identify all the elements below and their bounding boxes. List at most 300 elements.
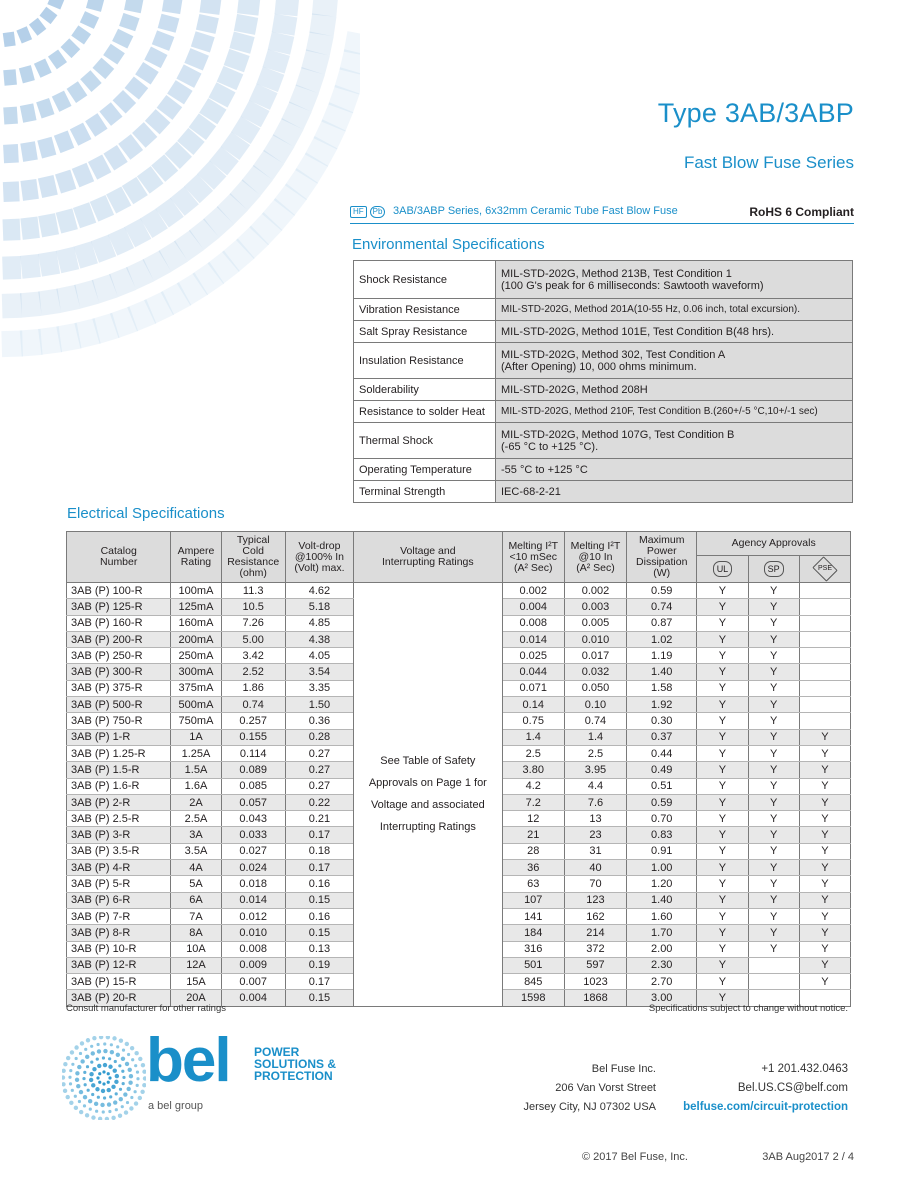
env-label: Vibration Resistance [354, 299, 496, 321]
cell-vd: 0.22 [285, 794, 353, 810]
cell-amp: 10A [171, 941, 221, 957]
cell-a2: Y [748, 664, 799, 680]
cell-m2: 162 [564, 908, 626, 924]
cell-m1: 12 [502, 811, 564, 827]
cell-a2: Y [748, 762, 799, 778]
env-row [354, 423, 853, 459]
environmental-table [353, 260, 853, 503]
cell-cat: 3AB (P) 300-R [67, 664, 171, 680]
cell-vd: 0.17 [285, 974, 353, 990]
cell-m2: 23 [564, 827, 626, 843]
cell-amp: 375mA [171, 680, 221, 696]
cell-a1: Y [697, 843, 748, 859]
cell-a2: Y [748, 778, 799, 794]
cell-m2: 597 [564, 957, 626, 973]
cell-vd: 1.50 [285, 697, 353, 713]
logo-group: a bel group [148, 1100, 204, 1112]
cell-a1: Y [697, 729, 748, 745]
cell-vd: 0.15 [285, 990, 353, 1006]
cell-a1: Y [697, 811, 748, 827]
env-row [354, 481, 853, 503]
cell-amp: 3.5A [171, 843, 221, 859]
cell-res: 0.257 [221, 713, 285, 729]
cell-a1: Y [697, 713, 748, 729]
cell-cat: 3AB (P) 3-R [67, 827, 171, 843]
cell-a1: Y [697, 745, 748, 761]
cell-res: 3.42 [221, 648, 285, 664]
page-subtitle: Fast Blow Fuse Series [683, 153, 854, 172]
cell-res: 0.012 [221, 908, 285, 924]
logo-tagline: POWER SOLUTIONS & PROTECTION [254, 1045, 337, 1083]
cell-m1: 3.80 [502, 762, 564, 778]
cell-vd: 0.17 [285, 860, 353, 876]
cell-a2: Y [748, 892, 799, 908]
cell-m1: 501 [502, 957, 564, 973]
cell-cat: 3AB (P) 4-R [67, 860, 171, 876]
cell-amp: 250mA [171, 648, 221, 664]
cell-pw: 1.02 [627, 631, 697, 647]
cell-amp: 3A [171, 827, 221, 843]
cell-a2: Y [748, 794, 799, 810]
cell-a3: Y [799, 745, 850, 761]
env-row [354, 343, 853, 379]
cell-pw: 0.91 [627, 843, 697, 859]
company-address: Bel Fuse Inc. 206 Van Vorst Street Jersey City, NJ 07302 USA [523, 1063, 656, 1113]
cell-res: 0.027 [221, 843, 285, 859]
cell-a2: Y [748, 811, 799, 827]
cell-a3: Y [799, 941, 850, 957]
pse-icon: PSE [812, 556, 837, 581]
env-label: Resistance to solder Heat [354, 401, 496, 423]
env-row [354, 379, 853, 401]
cell-pw: 1.58 [627, 680, 697, 696]
col-cold-resistance: Typical Cold Resistance (ohm) [221, 532, 285, 583]
col-melting-10ms: Melting I²T <10 mSec (A² Sec) [502, 532, 564, 583]
cell-m1: 0.75 [502, 713, 564, 729]
page-number: 3AB Aug2017 2 / 4 [762, 1151, 854, 1163]
cell-m1: 141 [502, 908, 564, 924]
cell-m1: 0.14 [502, 697, 564, 713]
cell-pw: 0.87 [627, 615, 697, 631]
cell-res: 0.024 [221, 860, 285, 876]
cell-amp: 1A [171, 729, 221, 745]
col-volt-drop: Volt-drop @100% In (Volt) max. [285, 532, 353, 583]
env-value: MIL-STD-202G, Method 201A(10-55 Hz, 0.06 inch, total excursion). [496, 299, 853, 321]
cell-pw: 0.30 [627, 713, 697, 729]
cell-m1: 36 [502, 860, 564, 876]
cell-a2: Y [748, 697, 799, 713]
lead-free-icon: Pb [370, 206, 386, 218]
decorative-pattern [0, 0, 360, 380]
cell-a1: Y [697, 778, 748, 794]
cell-cat: 3AB (P) 8-R [67, 925, 171, 941]
cell-cat: 3AB (P) 3.5-R [67, 843, 171, 859]
env-row [354, 401, 853, 423]
env-value: -55 °C to +125 °C [496, 459, 853, 481]
cell-amp: 100mA [171, 583, 221, 599]
cell-vd: 3.35 [285, 680, 353, 696]
cell-a3 [799, 615, 850, 631]
cell-res: 11.3 [221, 583, 285, 599]
cell-m1: 0.044 [502, 664, 564, 680]
website-link[interactable]: belfuse.com/circuit-protection [683, 1101, 848, 1113]
cell-a2: Y [748, 860, 799, 876]
col-max-power: Maximum Power Dissipation (W) [627, 532, 697, 583]
cell-a3 [799, 697, 850, 713]
cell-amp: 2A [171, 794, 221, 810]
cell-amp: 750mA [171, 713, 221, 729]
cell-a2: Y [748, 925, 799, 941]
cell-res: 5.00 [221, 631, 285, 647]
cell-res: 0.018 [221, 876, 285, 892]
cell-a3: Y [799, 860, 850, 876]
cell-a3: Y [799, 974, 850, 990]
env-row [354, 321, 853, 343]
cell-cat: 3AB (P) 12-R [67, 957, 171, 973]
cell-m2: 0.017 [564, 648, 626, 664]
cell-a3 [799, 648, 850, 664]
cell-vd: 0.19 [285, 957, 353, 973]
cell-vd: 0.28 [285, 729, 353, 745]
consult-note: Consult manufacturer for other ratings [66, 1003, 226, 1014]
col-voltage: Voltage and Interrupting Ratings [354, 532, 503, 583]
env-label: Shock Resistance [354, 261, 496, 299]
cell-vd: 0.15 [285, 925, 353, 941]
cell-a1: Y [697, 990, 748, 1006]
cell-m1: 4.2 [502, 778, 564, 794]
cell-res: 0.010 [221, 925, 285, 941]
cell-vd: 0.16 [285, 876, 353, 892]
cell-res: 7.26 [221, 615, 285, 631]
cell-cat: 3AB (P) 500-R [67, 697, 171, 713]
phone: +1 201.432.0463 [761, 1063, 848, 1075]
cell-pw: 0.83 [627, 827, 697, 843]
cell-cat: 3AB (P) 10-R [67, 941, 171, 957]
cell-vd: 0.27 [285, 778, 353, 794]
cell-cat: 3AB (P) 5-R [67, 876, 171, 892]
cell-pw: 1.00 [627, 860, 697, 876]
cell-a3: Y [799, 892, 850, 908]
cell-vd: 0.17 [285, 827, 353, 843]
cell-m2: 40 [564, 860, 626, 876]
cell-m2: 372 [564, 941, 626, 957]
cell-m1: 0.004 [502, 599, 564, 615]
cell-a2: Y [748, 827, 799, 843]
env-row [354, 261, 853, 299]
cell-cat: 3AB (P) 20-R [67, 990, 171, 1006]
series-bar [350, 204, 854, 224]
cell-m1: 0.071 [502, 680, 564, 696]
cell-a3: Y [799, 729, 850, 745]
cell-a1: Y [697, 631, 748, 647]
cell-cat: 3AB (P) 1.5-R [67, 762, 171, 778]
cell-pw: 0.51 [627, 778, 697, 794]
table-row [67, 583, 851, 599]
cell-a1: Y [697, 583, 748, 599]
cell-amp: 125mA [171, 599, 221, 615]
electrical-table [66, 531, 851, 1007]
cell-a2: Y [748, 843, 799, 859]
cell-a2: Y [748, 583, 799, 599]
cell-amp: 15A [171, 974, 221, 990]
cell-a3: Y [799, 908, 850, 924]
cell-m1: 184 [502, 925, 564, 941]
cell-res: 0.057 [221, 794, 285, 810]
cell-m2: 0.005 [564, 615, 626, 631]
cell-a1: Y [697, 762, 748, 778]
cell-m2: 31 [564, 843, 626, 859]
cell-a3: Y [799, 778, 850, 794]
rohs-label: RoHS 6 Compliant [749, 205, 854, 219]
col-agency: Agency Approvals [697, 532, 851, 556]
cell-res: 0.009 [221, 957, 285, 973]
ul-icon: UL [713, 561, 733, 577]
cell-a2: Y [748, 631, 799, 647]
cell-amp: 300mA [171, 664, 221, 680]
cell-pw: 0.49 [627, 762, 697, 778]
cell-pw: 0.37 [627, 729, 697, 745]
cell-a2 [748, 957, 799, 973]
cell-res: 0.114 [221, 745, 285, 761]
cell-vd: 0.21 [285, 811, 353, 827]
cell-amp: 500mA [171, 697, 221, 713]
email[interactable]: Bel.US.CS@belf.com [737, 1082, 848, 1094]
cell-vd: 4.62 [285, 583, 353, 599]
cell-vd: 4.38 [285, 631, 353, 647]
cell-a2: Y [748, 876, 799, 892]
cell-cat: 3AB (P) 1.6-R [67, 778, 171, 794]
cell-a2: Y [748, 908, 799, 924]
cell-a1: Y [697, 876, 748, 892]
cell-res: 0.008 [221, 941, 285, 957]
cell-res: 0.043 [221, 811, 285, 827]
cell-vd: 4.85 [285, 615, 353, 631]
cell-pw: 0.59 [627, 794, 697, 810]
cell-pw: 2.70 [627, 974, 697, 990]
cell-m2: 0.003 [564, 599, 626, 615]
cell-a1: Y [697, 599, 748, 615]
cell-a2: Y [748, 648, 799, 664]
cell-a1: Y [697, 908, 748, 924]
cell-cat: 3AB (P) 2.5-R [67, 811, 171, 827]
cell-m2: 2.5 [564, 745, 626, 761]
cell-pw: 1.70 [627, 925, 697, 941]
cell-amp: 1.5A [171, 762, 221, 778]
cell-a3 [799, 631, 850, 647]
env-value: IEC-68-2-21 [496, 481, 853, 503]
cell-amp: 12A [171, 957, 221, 973]
cell-vd: 5.18 [285, 599, 353, 615]
col-ampere: Ampere Rating [171, 532, 221, 583]
cell-a3 [799, 680, 850, 696]
cell-pw: 1.19 [627, 648, 697, 664]
cell-m2: 1.4 [564, 729, 626, 745]
cell-pw: 1.40 [627, 664, 697, 680]
halogen-free-icon: HF [350, 206, 367, 218]
electrical-heading: Electrical Specifications [67, 505, 225, 522]
cell-cat: 3AB (P) 750-R [67, 713, 171, 729]
cell-vd: 0.36 [285, 713, 353, 729]
col-catalog: Catalog Number [67, 532, 171, 583]
contact-info [683, 1060, 848, 1117]
cell-m2: 3.95 [564, 762, 626, 778]
cell-amp: 20A [171, 990, 221, 1006]
cell-amp: 1.25A [171, 745, 221, 761]
cell-vd: 0.27 [285, 745, 353, 761]
cell-a2: Y [748, 615, 799, 631]
cell-pw: 1.40 [627, 892, 697, 908]
env-value: MIL-STD-202G, Method 107G, Test Condition B (-65 °C to +125 °C). [496, 423, 853, 459]
cell-pw: 1.60 [627, 908, 697, 924]
cell-a1: Y [697, 827, 748, 843]
cell-cat: 3AB (P) 200-R [67, 631, 171, 647]
cell-vd: 0.15 [285, 892, 353, 908]
cell-m1: 1598 [502, 990, 564, 1006]
cell-vd: 0.13 [285, 941, 353, 957]
cell-m2: 0.032 [564, 664, 626, 680]
cell-a3: Y [799, 794, 850, 810]
cell-a3: Y [799, 876, 850, 892]
change-notice: Specifications subject to change without notice. [648, 1003, 848, 1014]
cell-cat: 3AB (P) 6-R [67, 892, 171, 908]
cell-cat: 3AB (P) 125-R [67, 599, 171, 615]
cell-a1: Y [697, 615, 748, 631]
env-label: Thermal Shock [354, 423, 496, 459]
cell-cat: 3AB (P) 250-R [67, 648, 171, 664]
cell-a1: Y [697, 941, 748, 957]
cell-a3: Y [799, 843, 850, 859]
cell-m1: 0.008 [502, 615, 564, 631]
cell-a1: Y [697, 697, 748, 713]
cell-vd: 4.05 [285, 648, 353, 664]
cell-m1: 0.014 [502, 631, 564, 647]
cell-a1: Y [697, 860, 748, 876]
cell-m1: 845 [502, 974, 564, 990]
cell-vd: 0.18 [285, 843, 353, 859]
cell-res: 1.86 [221, 680, 285, 696]
cell-m2: 4.4 [564, 778, 626, 794]
cell-res: 0.74 [221, 697, 285, 713]
cell-a3: Y [799, 827, 850, 843]
env-row [354, 299, 853, 321]
cell-res: 2.52 [221, 664, 285, 680]
cell-res: 0.014 [221, 892, 285, 908]
cell-pw: 1.20 [627, 876, 697, 892]
env-value: MIL-STD-202G, Method 101E, Test Condition B(48 hrs). [496, 321, 853, 343]
cell-m2: 0.10 [564, 697, 626, 713]
cell-m2: 0.74 [564, 713, 626, 729]
cell-amp: 1.6A [171, 778, 221, 794]
env-label: Terminal Strength [354, 481, 496, 503]
cell-m2: 1023 [564, 974, 626, 990]
cell-m1: 7.2 [502, 794, 564, 810]
cell-m2: 0.002 [564, 583, 626, 599]
cell-m2: 0.010 [564, 631, 626, 647]
cell-m1: 316 [502, 941, 564, 957]
page-title: Type 3AB/3ABP [657, 98, 854, 128]
cell-res: 0.089 [221, 762, 285, 778]
cell-res: 0.007 [221, 974, 285, 990]
cell-cat: 3AB (P) 2-R [67, 794, 171, 810]
cell-cat: 3AB (P) 100-R [67, 583, 171, 599]
copyright: © 2017 Bel Fuse, Inc. [582, 1151, 688, 1163]
series-description: 3AB/3ABP Series, 6x32mm Ceramic Tube Fast Blow Fuse [393, 205, 678, 217]
cell-a1: Y [697, 925, 748, 941]
cell-a1: Y [697, 974, 748, 990]
cell-m1: 28 [502, 843, 564, 859]
cell-a2: Y [748, 713, 799, 729]
env-value: MIL-STD-202G, Method 302, Test Condition A (After Opening) 10, 000 ohms minimum. [496, 343, 853, 379]
cell-m1: 0.002 [502, 583, 564, 599]
cell-res: 0.033 [221, 827, 285, 843]
bel-logo-word: bel [146, 1026, 230, 1095]
cell-amp: 7A [171, 908, 221, 924]
voltage-note: See Table of Safety Approvals on Page 1 for Voltage and associated Interrupting Ratings [354, 583, 503, 1007]
cell-a2: Y [748, 680, 799, 696]
col-melting-10in: Melting I²T @10 In (A² Sec) [564, 532, 626, 583]
cell-m2: 1868 [564, 990, 626, 1006]
cell-amp: 6A [171, 892, 221, 908]
environmental-heading: Environmental Specifications [352, 236, 545, 253]
cell-a3 [799, 583, 850, 599]
cell-a2 [748, 974, 799, 990]
cell-a3: Y [799, 925, 850, 941]
cell-a3: Y [799, 957, 850, 973]
env-label: Salt Spray Resistance [354, 321, 496, 343]
cell-pw: 1.92 [627, 697, 697, 713]
bel-logo-icon [62, 1036, 146, 1120]
cell-pw: 3.00 [627, 990, 697, 1006]
cell-a1: Y [697, 680, 748, 696]
cell-cat: 3AB (P) 160-R [67, 615, 171, 631]
cell-a2: Y [748, 941, 799, 957]
cell-pw: 0.70 [627, 811, 697, 827]
cell-amp: 160mA [171, 615, 221, 631]
cell-m2: 214 [564, 925, 626, 941]
cell-pw: 0.59 [627, 583, 697, 599]
cell-m2: 0.050 [564, 680, 626, 696]
env-row [354, 459, 853, 481]
cell-a2: Y [748, 599, 799, 615]
cell-m1: 1.4 [502, 729, 564, 745]
cell-res: 0.085 [221, 778, 285, 794]
cell-a1: Y [697, 892, 748, 908]
cell-a1: Y [697, 648, 748, 664]
cell-m2: 13 [564, 811, 626, 827]
cell-m2: 123 [564, 892, 626, 908]
cell-m1: 107 [502, 892, 564, 908]
cell-a3 [799, 664, 850, 680]
cell-cat: 3AB (P) 375-R [67, 680, 171, 696]
cell-cat: 3AB (P) 7-R [67, 908, 171, 924]
cell-pw: 2.00 [627, 941, 697, 957]
cell-pw: 2.30 [627, 957, 697, 973]
cell-a1: Y [697, 664, 748, 680]
cell-a1: Y [697, 794, 748, 810]
env-label: Solderability [354, 379, 496, 401]
cell-a3 [799, 713, 850, 729]
cell-m1: 63 [502, 876, 564, 892]
cell-a3 [799, 599, 850, 615]
cell-amp: 2.5A [171, 811, 221, 827]
cell-a2: Y [748, 729, 799, 745]
cell-a1: Y [697, 957, 748, 973]
env-value: MIL-STD-202G, Method 213B, Test Condition 1 (100 G's peak for 6 milliseconds: Sawtooth waveform) [496, 261, 853, 299]
cell-amp: 5A [171, 876, 221, 892]
cell-res: 0.155 [221, 729, 285, 745]
cell-m1: 2.5 [502, 745, 564, 761]
cell-amp: 8A [171, 925, 221, 941]
